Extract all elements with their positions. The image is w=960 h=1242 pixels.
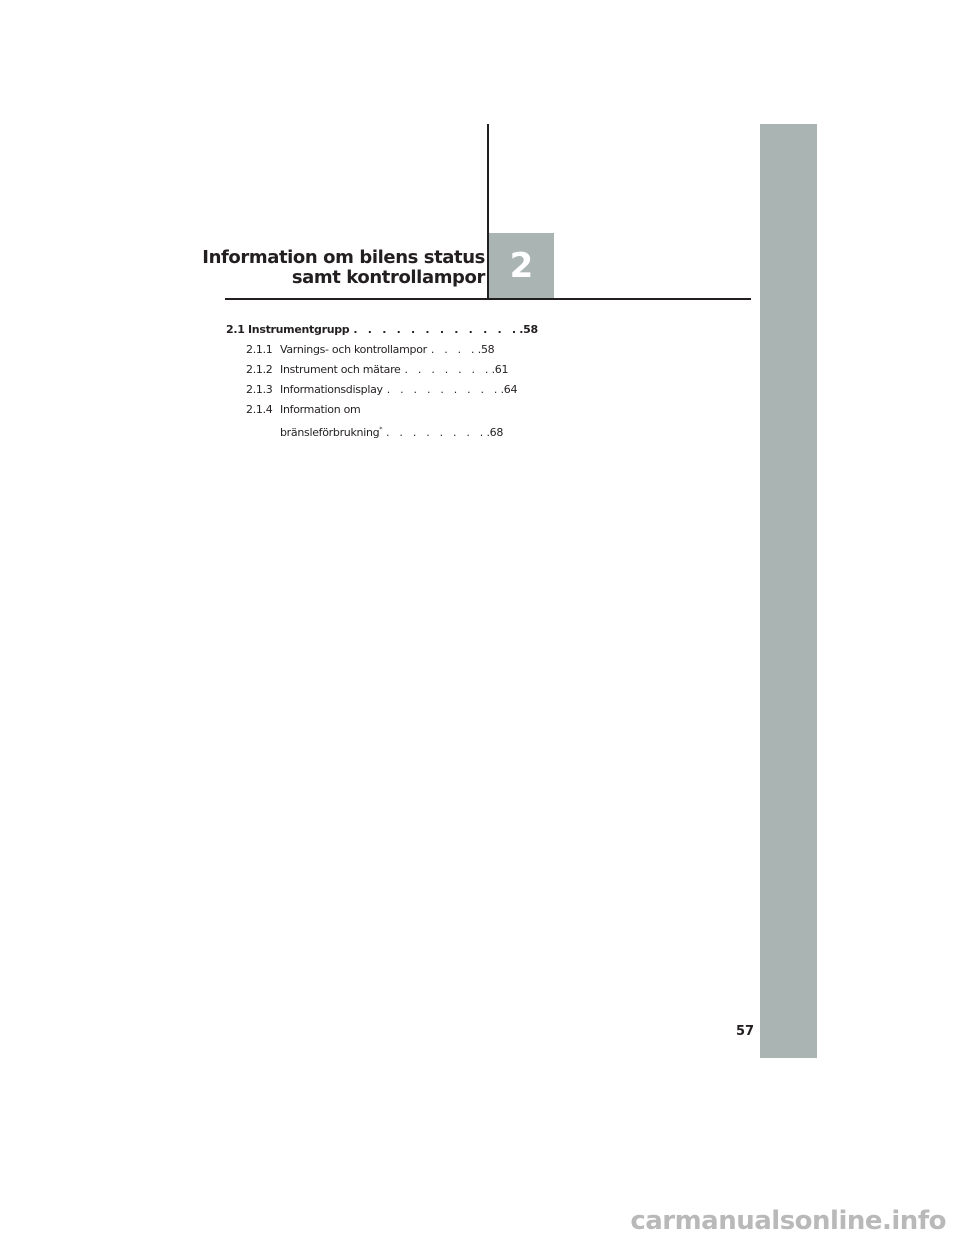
toc-entry-page: .64	[500, 383, 518, 396]
table-of-contents	[226, 320, 538, 443]
toc-entry-label: Instrumentgrupp	[248, 323, 350, 336]
page-number: 57	[736, 1024, 755, 1039]
watermark-link[interactable]: carmanualsonline.info	[630, 1206, 946, 1236]
footnote-marker: *	[379, 426, 383, 433]
toc-entry-2-1-2[interactable]	[226, 360, 509, 380]
toc-entry-number: 2.1	[226, 323, 245, 336]
toc-entry-page: .58	[477, 343, 495, 356]
toc-leader-dots: . . . . . . . .	[386, 426, 487, 439]
toc-entry-2-1-3[interactable]	[226, 380, 518, 400]
toc-entry-label: Information om	[280, 403, 361, 416]
toc-entry-2-1-1[interactable]	[226, 340, 495, 360]
chapter-title-line-2: samt kontrollampor	[291, 267, 485, 288]
chapter-number-box	[489, 233, 554, 298]
toc-leader-dots: . . . . . . . . . . . .	[353, 323, 520, 336]
toc-leader-dots: . . . . . . .	[404, 363, 492, 376]
toc-leader-dots: . . . . . . . . .	[386, 383, 501, 396]
toc-entry-label: Varnings- och kontrollampor	[280, 343, 427, 356]
chapter-side-tab	[760, 124, 817, 1058]
toc-entry-number: 2.1.1	[246, 343, 273, 356]
toc-entry-2-1-4-continued[interactable]	[226, 420, 504, 443]
toc-entry-number: 2.1.2	[246, 363, 273, 376]
horizontal-rule	[225, 298, 751, 300]
toc-entry-number: 2.1.3	[246, 383, 273, 396]
toc-leader-dots: . . . .	[430, 343, 478, 356]
toc-entry-page: .61	[491, 363, 509, 376]
toc-entry-label: Informationsdisplay	[280, 383, 383, 396]
toc-entry-label: Instrument och mätare	[280, 363, 401, 376]
toc-entry-page: .58	[519, 323, 538, 336]
toc-entry-label-text: bränsleförbrukning	[280, 426, 380, 439]
toc-entry-page: .68	[486, 426, 504, 439]
chapter-number: 2	[509, 245, 534, 286]
toc-entry-number: 2.1.4	[246, 403, 273, 416]
toc-entry-label-continued	[280, 420, 382, 443]
toc-entry-2-1[interactable]	[226, 320, 538, 340]
chapter-title-line-1: Information om bilens status	[202, 247, 485, 268]
toc-entry-2-1-4[interactable]	[226, 400, 467, 420]
chapter-title	[185, 248, 485, 288]
